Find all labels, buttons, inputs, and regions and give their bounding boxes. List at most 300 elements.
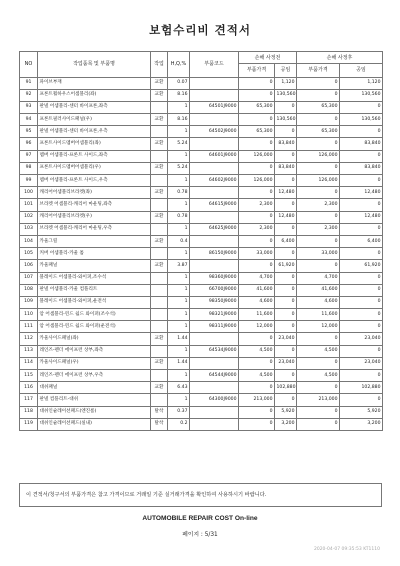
table-row [20, 406, 383, 418]
cell-code [190, 333, 239, 345]
cell-no: 110 [20, 309, 38, 321]
cell-no: 95 [20, 126, 38, 138]
cell-hq: 1 [168, 126, 190, 138]
cell-work [151, 101, 168, 113]
cell-name: 대쉬패널 [38, 382, 151, 394]
col-work-header: 작업 [151, 52, 168, 78]
cell-no: 94 [20, 114, 38, 126]
table-row [20, 126, 383, 138]
cell-code [190, 187, 239, 199]
cell-after-part: 2,300 [297, 199, 340, 211]
cell-before-labor: 0 [275, 370, 297, 382]
cell-before-labor: 23,040 [275, 333, 297, 345]
cell-work [151, 199, 168, 211]
cell-after-part: 0 [297, 77, 340, 89]
cell-no: 105 [20, 248, 38, 260]
cell-hq: 0.37 [168, 406, 190, 418]
cell-no: 98 [20, 162, 38, 174]
cell-before-part: 126,000 [239, 175, 275, 187]
cell-no: 92 [20, 89, 38, 101]
cell-no: 106 [20, 260, 38, 272]
cell-before-labor: 0 [275, 272, 297, 284]
cell-before-part: 0 [239, 406, 275, 418]
price-notice: 이 견적서/청구서의 부품가격은 참고 가격이므로 거래일 기준 실거래가격을 확인하여 사용하시기 바랍니다. [19, 483, 382, 507]
table-row [20, 296, 383, 308]
table-row [20, 138, 383, 150]
cell-no: 114 [20, 357, 38, 369]
cell-after-labor: 0 [340, 175, 383, 187]
cell-code: 64625J9000 [190, 223, 239, 235]
table-row [20, 394, 383, 406]
cell-code [190, 211, 239, 223]
cell-code: 98360J9000 [190, 272, 239, 284]
cell-no: 118 [20, 406, 38, 418]
cell-code [190, 77, 239, 89]
table-row [20, 162, 383, 174]
cell-no: 108 [20, 284, 38, 296]
cell-after-labor: 130,560 [340, 114, 383, 126]
cell-after-part: 0 [297, 418, 340, 430]
cell-work [151, 175, 168, 187]
cell-after-labor: 0 [340, 394, 383, 406]
cell-code: 64502J9000 [190, 126, 239, 138]
cell-code [190, 382, 239, 394]
cell-code [190, 357, 239, 369]
cell-before-part: 0 [239, 333, 275, 345]
cell-name: 암 어셈블리-윈드 쉴드 와이퍼(운전석) [38, 321, 151, 333]
cell-name: 파이브부재 [38, 77, 151, 89]
cell-after-part: 65,300 [297, 126, 340, 138]
cell-work: 교환 [151, 333, 168, 345]
cell-work [151, 248, 168, 260]
cell-before-part: 33,000 [239, 248, 275, 260]
table-row [20, 223, 383, 235]
cell-name: 레인즈-펜더 에이프런 상부,우측 [38, 370, 151, 382]
cell-no: 91 [20, 77, 38, 89]
cell-before-part: 0 [239, 418, 275, 430]
cell-before-labor: 0 [275, 150, 297, 162]
cell-name: 블레이드 어셈블리-와이퍼,조수석 [38, 272, 151, 284]
col-no-header: NO [20, 52, 38, 78]
cell-no: 107 [20, 272, 38, 284]
cell-before-labor: 1,120 [275, 77, 297, 89]
table-row [20, 333, 383, 345]
cell-no: 101 [20, 199, 38, 211]
cell-after-labor: 83,840 [340, 162, 383, 174]
col-after-header: 손해 사정후 [297, 52, 383, 64]
table-row [20, 248, 383, 260]
cell-code [190, 235, 239, 247]
cell-before-part: 0 [239, 187, 275, 199]
cell-no: 116 [20, 382, 38, 394]
cell-after-part: 0 [297, 89, 340, 101]
cell-hq: 5.24 [168, 138, 190, 150]
cell-after-part: 0 [297, 162, 340, 174]
cell-no: 109 [20, 296, 38, 308]
col-after-labor-header: 공임 [340, 64, 383, 78]
cell-after-labor: 0 [340, 370, 383, 382]
cell-work: 교환 [151, 77, 168, 89]
cell-before-part: 65,300 [239, 101, 275, 113]
cell-code [190, 162, 239, 174]
cell-hq: 1 [168, 199, 190, 211]
cell-work: 교환 [151, 260, 168, 272]
cell-after-labor: 0 [340, 309, 383, 321]
cell-work: 교환 [151, 138, 168, 150]
cell-work: 교환 [151, 382, 168, 394]
cell-after-part: 41,600 [297, 284, 340, 296]
cell-hq: 8.16 [168, 114, 190, 126]
cell-before-part: 0 [239, 382, 275, 394]
cell-work: 교환 [151, 211, 168, 223]
cell-no: 100 [20, 187, 38, 199]
cell-before-labor: 5,920 [275, 406, 297, 418]
table-row [20, 309, 383, 321]
col-before-header: 손해 사정전 [239, 52, 297, 64]
cell-before-labor: 61,920 [275, 260, 297, 272]
cell-hq: 0.78 [168, 211, 190, 223]
table-row [20, 272, 383, 284]
cell-name: 커버 어셈블리-카울 톱 [38, 248, 151, 260]
cell-before-labor: 0 [275, 248, 297, 260]
cell-before-labor: 0 [275, 321, 297, 333]
cell-after-labor: 1,120 [340, 77, 383, 89]
cell-no: 111 [20, 321, 38, 333]
cell-before-part: 11,600 [239, 309, 275, 321]
cell-no: 103 [20, 223, 38, 235]
table-row [20, 357, 383, 369]
table-row [20, 370, 383, 382]
cell-after-part: 11,600 [297, 309, 340, 321]
cell-hq: 1 [168, 150, 190, 162]
cell-hq: 1 [168, 345, 190, 357]
cell-name: 멤버 어셈블리-프론트 사이드,좌측 [38, 150, 151, 162]
cell-hq: 1 [168, 101, 190, 113]
cell-work [151, 284, 168, 296]
cell-after-labor: 0 [340, 223, 383, 235]
cell-before-labor: 83,840 [275, 138, 297, 150]
cell-before-part: 4,500 [239, 345, 275, 357]
cell-before-labor: 0 [275, 175, 297, 187]
cell-before-part: 213,000 [239, 394, 275, 406]
cell-after-labor: 12,480 [340, 187, 383, 199]
cell-before-part: 65,300 [239, 126, 275, 138]
cell-before-labor: 83,840 [275, 162, 297, 174]
cell-name: 브라켓 어셈블리-캐리어 마운팅,좌측 [38, 199, 151, 211]
cell-before-part: 4,600 [239, 296, 275, 308]
table-row [20, 89, 383, 101]
cell-before-labor: 130,560 [275, 89, 297, 101]
cell-code: 98311J9000 [190, 321, 239, 333]
cell-name: 레인즈-펜더 에이프런 상부,좌측 [38, 345, 151, 357]
cell-name: 멤버 어셈블리-프론트 사이드,우측 [38, 175, 151, 187]
table-row [20, 284, 383, 296]
cell-after-labor: 5,920 [340, 406, 383, 418]
col-hq-header: H,Q,% [168, 52, 190, 78]
cell-after-part: 4,500 [297, 370, 340, 382]
cell-code: 64601J9000 [190, 150, 239, 162]
table-row [20, 321, 383, 333]
table-row [20, 345, 383, 357]
cell-code: 64615J9000 [190, 199, 239, 211]
cell-work [151, 296, 168, 308]
cell-after-part: 213,000 [297, 394, 340, 406]
cell-after-part: 4,600 [297, 296, 340, 308]
cell-work [151, 272, 168, 284]
cell-hq: 8.16 [168, 89, 190, 101]
cell-hq: 1 [168, 223, 190, 235]
cell-after-labor: 0 [340, 321, 383, 333]
cell-hq: 1 [168, 175, 190, 187]
table-row [20, 150, 383, 162]
estimate-table [19, 51, 383, 431]
cell-after-part: 126,000 [297, 175, 340, 187]
cell-name: 캐리어어셈블리브라켓(좌) [38, 187, 151, 199]
cell-code: 98321J9000 [190, 309, 239, 321]
cell-name: 카울패널 [38, 260, 151, 272]
cell-before-labor: 0 [275, 223, 297, 235]
cell-before-labor: 12,480 [275, 211, 297, 223]
cell-no: 99 [20, 175, 38, 187]
cell-code [190, 114, 239, 126]
cell-hq: 0.4 [168, 235, 190, 247]
cell-name: 프론트사이드멤버어셈블리(우) [38, 162, 151, 174]
cell-name: 판넬 어셈블리-센터 바이프론,좌측 [38, 101, 151, 113]
cell-name: 판넬 컴플리트-대쉬 [38, 394, 151, 406]
cell-after-part: 0 [297, 357, 340, 369]
col-code-header: 부품코드 [190, 52, 239, 78]
cell-no: 93 [20, 101, 38, 113]
cell-after-part: 0 [297, 211, 340, 223]
cell-after-part: 2,300 [297, 223, 340, 235]
cell-no: 102 [20, 211, 38, 223]
cell-hq: 1 [168, 272, 190, 284]
cell-after-part: 0 [297, 260, 340, 272]
cell-before-part: 0 [239, 162, 275, 174]
cell-work: 탈착 [151, 418, 168, 430]
cell-before-labor: 0 [275, 101, 297, 113]
cell-name: 캐리어어셈블리브라켓(우) [38, 211, 151, 223]
cell-code [190, 406, 239, 418]
cell-after-part: 33,000 [297, 248, 340, 260]
cell-before-part: 0 [239, 235, 275, 247]
cell-work: 교환 [151, 89, 168, 101]
cell-hq: 1 [168, 394, 190, 406]
cell-no: 115 [20, 370, 38, 382]
cell-before-labor: 12,480 [275, 187, 297, 199]
cell-name: 대쉬인슐레이션패드(엔진룸) [38, 406, 151, 418]
document-title: 보험수리비 견적서 [149, 23, 251, 37]
cell-no: 119 [20, 418, 38, 430]
cell-hq: 1 [168, 321, 190, 333]
table-row [20, 187, 383, 199]
cell-after-part: 65,300 [297, 101, 340, 113]
cell-after-labor: 0 [340, 150, 383, 162]
cell-code [190, 138, 239, 150]
cell-before-labor: 0 [275, 126, 297, 138]
cell-before-labor: 0 [275, 284, 297, 296]
cell-hq: 1.44 [168, 357, 190, 369]
cell-code: 64544J9000 [190, 370, 239, 382]
cell-after-labor: 0 [340, 199, 383, 211]
cell-no: 112 [20, 333, 38, 345]
cell-name: 카울사이드패널(우) [38, 357, 151, 369]
cell-before-part: 41,600 [239, 284, 275, 296]
cell-after-labor: 23,040 [340, 333, 383, 345]
cell-work [151, 345, 168, 357]
cell-hq: 0.2 [168, 418, 190, 430]
table-row [20, 235, 383, 247]
cell-after-part: 0 [297, 333, 340, 345]
table-row [20, 211, 383, 223]
cell-code [190, 260, 239, 272]
cell-after-labor: 0 [340, 126, 383, 138]
cell-name: 프론트사이드멤버어셈블리(좌) [38, 138, 151, 150]
cell-after-labor: 3,200 [340, 418, 383, 430]
cell-before-part: 0 [239, 211, 275, 223]
cell-work: 교환 [151, 187, 168, 199]
cell-after-labor: 61,920 [340, 260, 383, 272]
cell-after-part: 126,000 [297, 150, 340, 162]
cell-code: 86150J9000 [190, 248, 239, 260]
cell-name: 대쉬인슐레이션패드(실내) [38, 418, 151, 430]
table-row [20, 101, 383, 113]
cell-before-labor: 6,400 [275, 235, 297, 247]
cell-after-labor: 0 [340, 101, 383, 113]
cell-before-labor: 130,560 [275, 114, 297, 126]
cell-before-part: 0 [239, 138, 275, 150]
cell-work: 교환 [151, 162, 168, 174]
col-before-labor-header: 공임 [275, 64, 297, 78]
cell-work [151, 309, 168, 321]
cell-hq: 1 [168, 370, 190, 382]
cell-no: 117 [20, 394, 38, 406]
cell-name: 판넬 어셈블리-카울 컴플리트 [38, 284, 151, 296]
cell-after-part: 0 [297, 382, 340, 394]
cell-after-part: 0 [297, 406, 340, 418]
cell-code: 64534J9000 [190, 345, 239, 357]
cell-work [151, 370, 168, 382]
cell-code: 64300J9000 [190, 394, 239, 406]
cell-name: 카울그릴 [38, 235, 151, 247]
col-after-part-header: 부품가격 [297, 64, 340, 78]
cell-name: 블레이드 어셈블리-와이퍼,운전석 [38, 296, 151, 308]
cell-before-part: 0 [239, 89, 275, 101]
cell-work [151, 223, 168, 235]
cell-no: 97 [20, 150, 38, 162]
cell-after-labor: 0 [340, 345, 383, 357]
cell-hq: 5.24 [168, 162, 190, 174]
cell-work: 교환 [151, 357, 168, 369]
cell-code: 66700J9000 [190, 284, 239, 296]
cell-before-labor: 0 [275, 199, 297, 211]
cell-hq: 1 [168, 284, 190, 296]
cell-before-labor: 0 [275, 345, 297, 357]
cell-before-part: 0 [239, 77, 275, 89]
cell-hq: 6.43 [168, 382, 190, 394]
cell-no: 113 [20, 345, 38, 357]
cell-work [151, 394, 168, 406]
cell-after-labor: 0 [340, 248, 383, 260]
cell-code [190, 418, 239, 430]
cell-work: 탈착 [151, 406, 168, 418]
cell-after-labor: 12,480 [340, 211, 383, 223]
cell-after-labor: 0 [340, 272, 383, 284]
cell-code [190, 89, 239, 101]
cell-after-labor: 83,840 [340, 138, 383, 150]
cell-hq: 0.78 [168, 187, 190, 199]
estimate-rows [20, 77, 383, 430]
col-name-header: 작업품목 및 부품명 [38, 52, 151, 78]
cell-after-labor: 6,400 [340, 235, 383, 247]
cell-after-part: 0 [297, 138, 340, 150]
cell-no: 104 [20, 235, 38, 247]
cell-name: 프론트필러사이드패널(우) [38, 114, 151, 126]
cell-name: 브라켓 어셈블리-캐리어 마운팅,우측 [38, 223, 151, 235]
col-before-part-header: 부품가격 [239, 64, 275, 78]
cell-code: 64602J9000 [190, 175, 239, 187]
cell-after-part: 0 [297, 235, 340, 247]
cell-before-labor: 23,040 [275, 357, 297, 369]
cell-work: 교환 [151, 114, 168, 126]
cell-after-labor: 0 [340, 284, 383, 296]
cell-before-labor: 0 [275, 394, 297, 406]
footer-title: AUTOMOBILE REPAIR COST On-line [142, 515, 258, 522]
page-number: 페이지 : 5/31 [182, 532, 218, 538]
cell-no: 96 [20, 138, 38, 150]
cell-hq: 1.44 [168, 333, 190, 345]
cell-hq: 1 [168, 309, 190, 321]
table-row [20, 175, 383, 187]
cell-after-part: 0 [297, 114, 340, 126]
cell-hq: 3.87 [168, 260, 190, 272]
cell-after-part: 0 [297, 187, 340, 199]
cell-work: 교환 [151, 235, 168, 247]
cell-before-part: 0 [239, 260, 275, 272]
cell-before-part: 4,700 [239, 272, 275, 284]
cell-before-part: 0 [239, 114, 275, 126]
cell-code: 64501J9000 [190, 101, 239, 113]
table-row [20, 382, 383, 394]
cell-work [151, 150, 168, 162]
table-row [20, 199, 383, 211]
cell-after-part: 12,000 [297, 321, 340, 333]
cell-before-labor: 0 [275, 309, 297, 321]
cell-after-labor: 23,040 [340, 357, 383, 369]
cell-before-part: 4,500 [239, 370, 275, 382]
table-row [20, 114, 383, 126]
cell-name: 판넬 어셈블리-센터 바이프론,우측 [38, 126, 151, 138]
cell-before-part: 126,000 [239, 150, 275, 162]
table-row [20, 260, 383, 272]
cell-after-labor: 102,880 [340, 382, 383, 394]
cell-hq: 0.07 [168, 77, 190, 89]
cell-work [151, 321, 168, 333]
cell-name: 프론트휠하우스어셈블리(좌) [38, 89, 151, 101]
cell-code: 98350J9000 [190, 296, 239, 308]
cell-hq: 1 [168, 248, 190, 260]
cell-hq: 1 [168, 296, 190, 308]
cell-before-part: 12,000 [239, 321, 275, 333]
cell-name: 암 어셈블리-윈드 쉴드 와이퍼(조수석) [38, 309, 151, 321]
cell-before-labor: 102,880 [275, 382, 297, 394]
cell-work [151, 126, 168, 138]
cell-after-labor: 130,560 [340, 89, 383, 101]
cell-after-part: 4,500 [297, 345, 340, 357]
cell-before-labor: 0 [275, 296, 297, 308]
cell-before-part: 0 [239, 357, 275, 369]
cell-before-labor: 3,200 [275, 418, 297, 430]
